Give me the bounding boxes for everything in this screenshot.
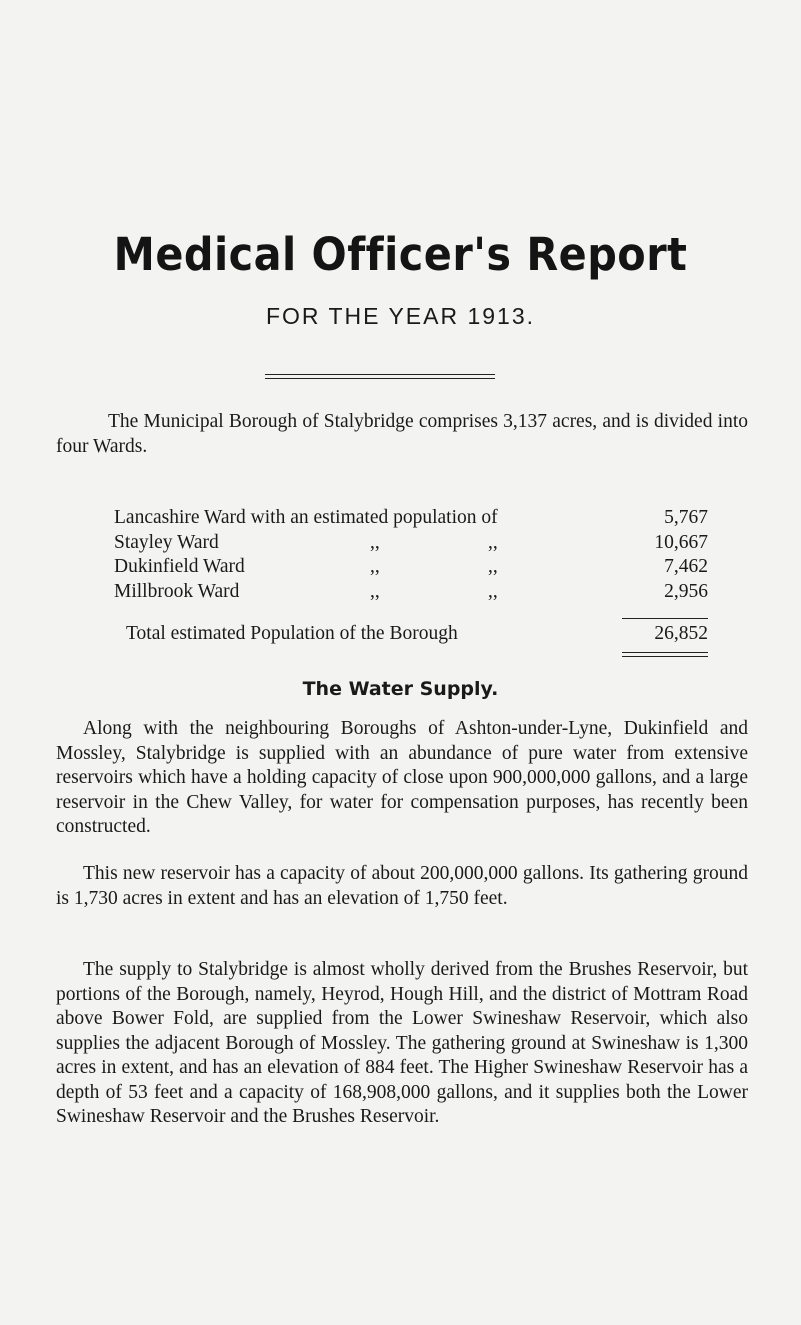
ward-row bbox=[114, 531, 708, 556]
water-paragraph: The supply to Stalybridge is almost wholly derived from the Brushes Reservoir, but portions of the Borough, namely, Heyrod, Hough Hill, and the district of Mottram Road above Bower Fold, are supplied from the Lower Swineshaw Reservoir, which also supplies the adjacent Borough of Mossley. The gathering ground at Swineshaw is 1,300 acres in extent, and has an elevation of 884 feet. The Higher Swineshaw Reservoir has a depth of 53 feet and a capacity of 168,908,000 gallons, and it supplies both the Lower Swineshaw Reservoir and the Brushes Reservoir. bbox=[56, 959, 748, 1127]
ditto-mark: ,, bbox=[370, 556, 380, 577]
ditto-mark: ,, bbox=[370, 580, 380, 602]
ward-name: Dukinfield Ward bbox=[114, 556, 245, 577]
water-paragraph: Along with the neighbouring Boroughs of Ashton-under-Lyne, Dukinfield and Mossley, Stalybridge is supplied with an abundance of pure water from extensive reservoirs which have a holding capacity of close upon 900,000,000 gallons, and a large reservoir in the Chew Valley, for water for compensation purposes, has recently been constructed. bbox=[56, 718, 748, 837]
ditto-mark: ,, bbox=[488, 580, 498, 602]
title-divider bbox=[265, 374, 495, 379]
total-double-rule bbox=[622, 652, 708, 657]
water-paragraph: This new reservoir has a capacity of about 200,000,000 gallons. Its gathering ground is 1,730 acres in extent and has an elevation of 1,750 feet. bbox=[56, 863, 748, 909]
sum-rule bbox=[622, 618, 708, 619]
wards-table bbox=[114, 506, 708, 604]
ward-name: Stayley Ward bbox=[114, 531, 219, 553]
ward-population: 7,462 bbox=[664, 556, 708, 577]
intro-paragraph: The Municipal Borough of Stalybridge comprises 3,137 acres, and is divided into four Wards. bbox=[56, 411, 748, 457]
ditto-mark: ,, bbox=[370, 531, 380, 553]
water-supply-heading: The Water Supply. bbox=[302, 678, 499, 700]
total-value: 26,852 bbox=[654, 623, 708, 644]
report-subtitle: FOR THE YEAR 1913. bbox=[265, 303, 536, 329]
ward-row bbox=[114, 506, 708, 531]
ward-row bbox=[114, 555, 708, 580]
ward-row bbox=[114, 580, 708, 605]
total-label: Total estimated Population of the Borough bbox=[126, 623, 458, 644]
ditto-mark: ,, bbox=[488, 556, 498, 577]
ward-population: 5,767 bbox=[664, 507, 708, 528]
report-title: Medical Officer's Report bbox=[113, 228, 688, 281]
ward-population: 2,956 bbox=[664, 580, 708, 602]
ditto-mark: ,, bbox=[488, 531, 498, 553]
ward-name: Lancashire Ward with an estimated population of bbox=[114, 507, 498, 528]
ward-population: 10,667 bbox=[654, 531, 708, 553]
ward-name: Millbrook Ward bbox=[114, 580, 240, 602]
